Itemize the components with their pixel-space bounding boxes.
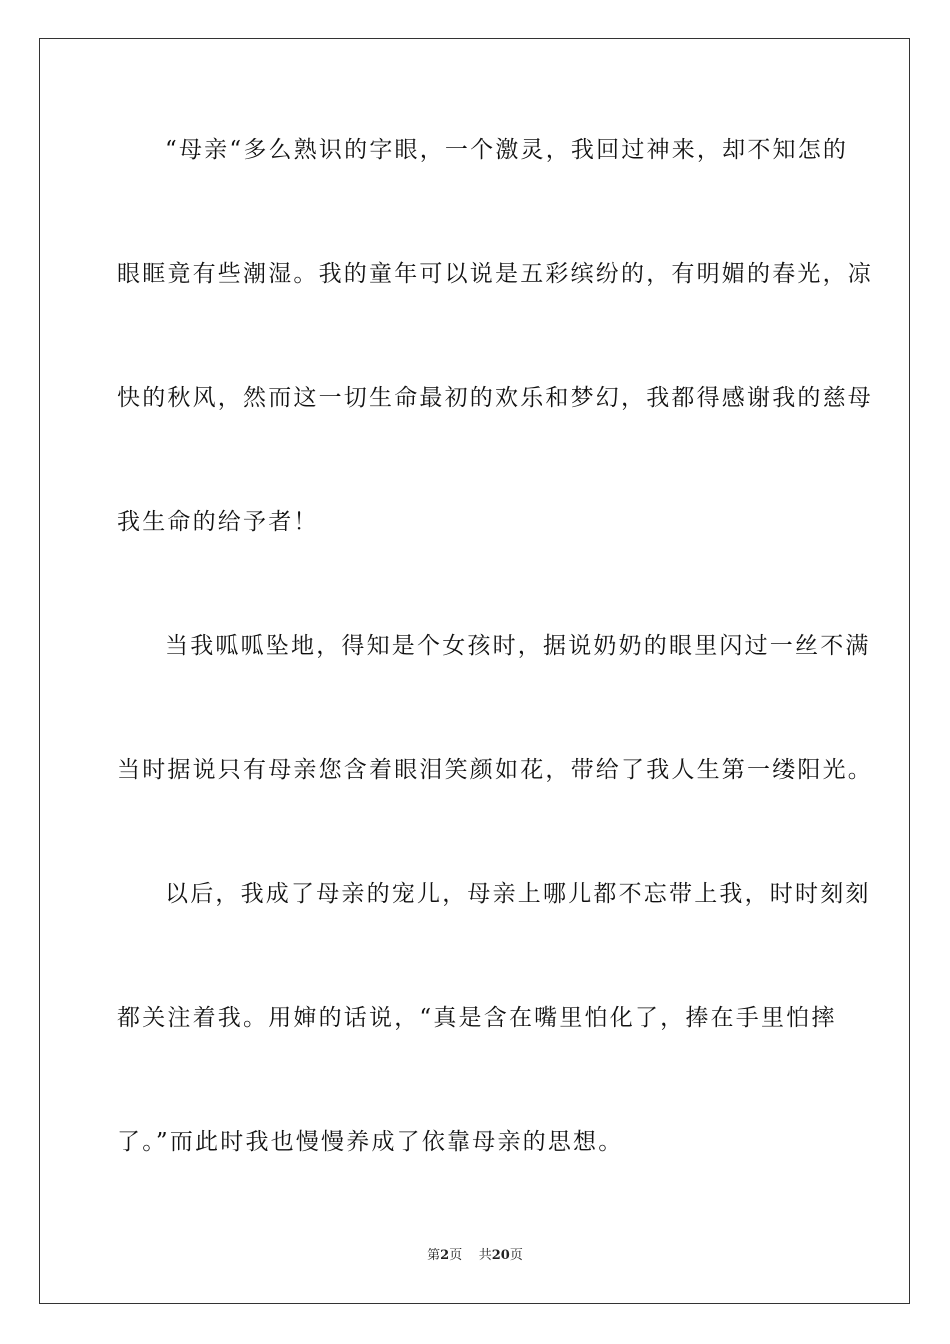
text-line: 都关注着我。用婶的话说，“真是含在嘴里怕化了，捧在手里怕摔	[117, 1005, 837, 1031]
page-total	[479, 1248, 523, 1263]
text-line: 我生命的给予者！	[117, 509, 319, 535]
page-suffix: 页	[449, 1248, 463, 1263]
total-count: 20	[491, 1248, 510, 1263]
text-line: 以后，我成了母亲的宠儿，母亲上哪儿都不忘带上我，时时刻刻	[165, 881, 871, 907]
text-line: 快的秋风，然而这一切生命最初的欢乐和梦幻，我都得感谢我的慈母	[117, 385, 873, 411]
text-line: “母亲“多么熟识的字眼，一个激灵，我回过神来，却不知怎的	[165, 137, 849, 163]
text-line: 当我呱呱坠地，得知是个女孩时，据说奶奶的眼里闪过一丝不满	[165, 633, 871, 659]
page-current: 2	[440, 1248, 450, 1263]
total-prefix: 共	[478, 1248, 492, 1263]
total-suffix: 页	[509, 1248, 523, 1263]
page-footer	[0, 1247, 950, 1265]
page-prefix: 第	[427, 1248, 441, 1263]
page-number	[427, 1248, 462, 1263]
page-border	[39, 38, 910, 1304]
text-line: 当时据说只有母亲您含着眼泪笑颜如花，带给了我人生第一缕阳光。	[117, 757, 873, 783]
text-line: 了。”而此时我也慢慢养成了依靠母亲的思想。	[117, 1129, 624, 1155]
text-line: 眼眶竟有些潮湿。我的童年可以说是五彩缤纷的，有明媚的春光，凉	[117, 261, 873, 287]
